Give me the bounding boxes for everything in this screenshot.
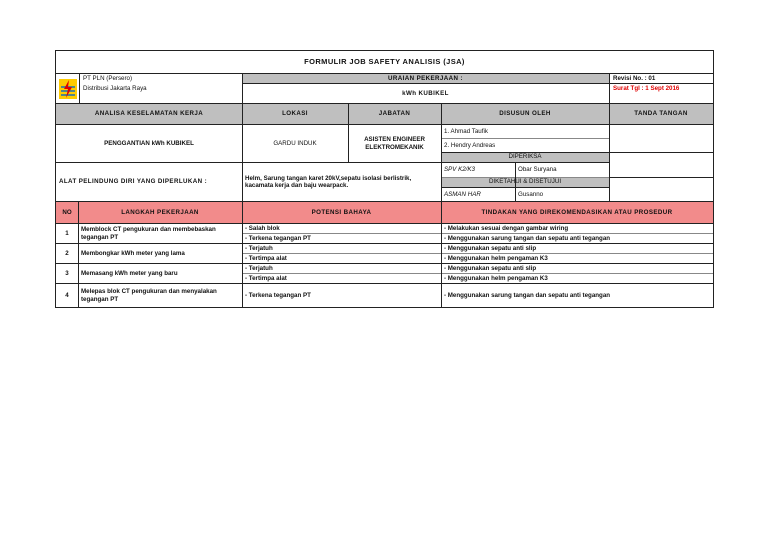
step-potensi: - Salah blok [245,224,280,232]
diketahui-jabatan: ASMAN HAR [444,190,481,198]
step-no: 1 [65,229,69,237]
step-no: 3 [65,269,69,277]
diperiksa-jabatan: SPV K2/K3 [444,166,475,174]
job-jabatan: ASISTEN ENGINEER ELEKTROMEKANIK [364,136,425,151]
step-langkah: Memblock CT pengukuran dan membebaskan tegangan PT [81,226,216,241]
col-jabatan: JABATAN [378,110,411,118]
job-lokasi: GARDU INDUK [273,139,317,147]
steps-col-tindakan: TINDAKAN YANG DIREKOMENDASIKAN ATAU PROSEDUR [481,208,673,216]
step-potensi: - Terjatuh [245,244,273,252]
pln-logo-icon [58,78,78,100]
step-potensi: - Terjatuh [245,264,273,272]
diketahui-header: DIKETAHUI & DISETUJUI [488,178,562,186]
step-tindakan: - Menggunakan helm pengaman K3 [444,274,548,282]
job-name: PENGGANTIAN kWh KUBIKEL [104,139,194,147]
step-no: 4 [65,291,69,299]
step-langkah: Memasang kWh meter yang baru [81,269,178,277]
apd-value: Helm, Sarung tangan karet 20kV,sepatu isolasi berlistrik, kacamata kerja dan baju wearpack. [245,174,412,189]
steps-col-langkah: LANGKAH PEKERJAAN [121,208,199,216]
step-tindakan: - Menggunakan sepatu anti slip [444,264,537,272]
diperiksa-nama: Obar Suryana [518,166,557,174]
col-lokasi: LOKASI [282,110,308,118]
step-tindakan: - Menggunakan sarung tangan dan sepatu anti tegangan [444,291,611,299]
steps-col-no: NO [62,208,72,216]
surat-tgl: Surat Tgl : 1 Sept 2016 [613,84,680,92]
col-tanda-tangan: TANDA TANGAN [634,110,688,118]
step-potensi: - Terkena tegangan PT [245,234,311,242]
disusun-1: 1. Ahmad Taufik [444,127,488,135]
step-langkah: Membongkar kWh meter yang lama [81,249,185,257]
step-tindakan: - Menggunakan helm pengaman K3 [444,254,548,262]
form-title: FORMULIR JOB SAFETY ANALISIS (JSA) [304,56,465,66]
step-tindakan: - Menggunakan sepatu anti slip [444,244,537,252]
uraian-value: kWh KUBIKEL [402,89,449,97]
step-tindakan: - Menggunakan sarung tangan dan sepatu anti tegangan [444,234,611,242]
step-no: 2 [65,249,69,257]
company-unit: Distribusi Jakarta Raya [83,85,147,93]
diketahui-nama: Gusanno [518,190,544,198]
step-potensi: - Tertimpa alat [245,254,287,262]
steps-col-potensi: POTENSI BAHAYA [311,208,372,216]
uraian-header: URAIAN PEKERJAAN : [388,74,463,82]
step-langkah: Melepas blok CT pengukuran dan menyalakan tegangan PT [81,288,217,303]
step-potensi: - Terkena tegangan PT [245,291,311,299]
col-analisa: ANALISA KESELAMATAN KERJA [94,110,204,118]
apd-label: ALAT PELINDUNG DIRI YANG DIPERLUKAN : [59,178,208,186]
step-tindakan: - Melakukan sesuai dengan gambar wiring [444,224,569,232]
col-disusun: DISUSUN OLEH [499,110,551,118]
diperiksa-header: DIPERIKSA [508,153,542,161]
revisi-no: Revisi No. : 01 [613,74,656,82]
company-name: PT PLN (Persero) [83,75,133,83]
disusun-2: 2. Hendry Andreas [444,141,496,149]
step-potensi: - Tertimpa alat [245,274,287,282]
